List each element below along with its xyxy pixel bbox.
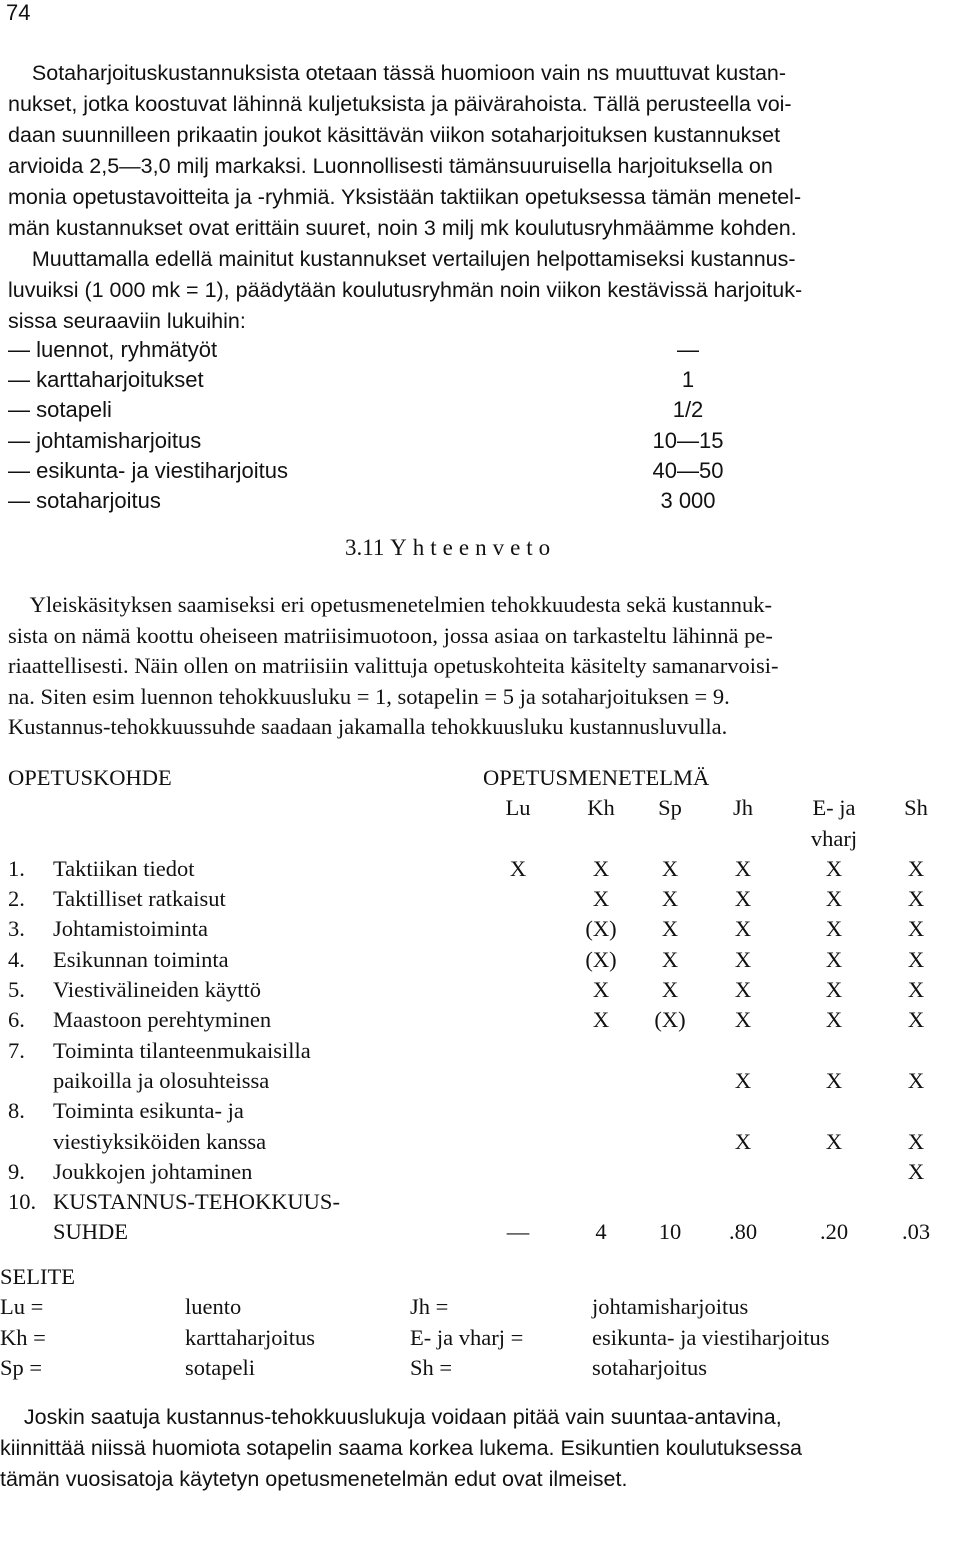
matrix-cell: — xyxy=(506,1219,530,1245)
cost-row xyxy=(8,456,768,486)
column-header: Jh xyxy=(732,795,753,821)
matrix-cell: X xyxy=(592,1007,610,1033)
matrix-cell: X xyxy=(825,1128,843,1154)
text-line: män kustannukset ovat erittäin suuret, noin 3 milj mk koulutusryhmäämme kohden. xyxy=(8,216,797,240)
matrix-cell: X xyxy=(825,916,843,942)
matrix-row xyxy=(8,975,958,1005)
matrix-cell: X xyxy=(592,855,610,881)
cost-label: — karttaharjoitukset xyxy=(8,367,204,393)
heading-left: OPETUSKOHDE xyxy=(8,765,172,790)
matrix-cell: X xyxy=(907,1158,925,1184)
legend-abbr: Lu = xyxy=(0,1294,44,1320)
column-header: vharj xyxy=(810,825,858,851)
matrix-cell: X xyxy=(592,886,610,912)
legend-abbr: Jh = xyxy=(410,1294,449,1320)
row-number: 7. xyxy=(8,1037,25,1063)
text-line: Muuttamalla edellä mainitut kustannukset vertailujen helpottamiseksi kustannus- xyxy=(8,247,796,271)
row-label: Johtamistoiminta xyxy=(53,916,208,942)
cost-label: — esikunta- ja viestiharjoitus xyxy=(8,457,289,483)
matrix-cell: X xyxy=(907,946,925,972)
row-label: Joukkojen johtaminen xyxy=(53,1158,253,1184)
legend-title-row xyxy=(0,1262,960,1292)
text-line: Joskin saatuja kustannus-tehokkuuslukuja voidaan pitää vain suuntaa-antavina, xyxy=(0,1405,782,1429)
text-line: sissa seuraaviin lukuihin: xyxy=(8,309,246,333)
matrix-row xyxy=(8,1187,958,1217)
matrix-cell: X xyxy=(907,977,925,1003)
legend-row xyxy=(0,1292,960,1322)
row-number: 9. xyxy=(8,1158,25,1184)
text-line: luvuiksi (1 000 mk = 1), päädytään koulutusryhmän noin viikon kestävissä harjoituk- xyxy=(8,278,803,302)
matrix-row xyxy=(8,854,958,884)
legend-abbr: E- ja vharj = xyxy=(410,1324,524,1350)
row-number: 10. xyxy=(8,1189,37,1215)
legend-def: karttaharjoitus xyxy=(185,1324,315,1350)
legend-title: SELITE xyxy=(0,1264,75,1289)
cost-value: 10—15 xyxy=(652,427,724,453)
method-matrix xyxy=(8,763,958,1248)
matrix-cell: X xyxy=(825,1067,843,1093)
row-label: Toiminta esikunta- ja xyxy=(53,1098,244,1124)
matrix-row xyxy=(8,1127,958,1157)
legend-def: sotaharjoitus xyxy=(592,1354,707,1380)
page-number: 74 xyxy=(6,0,31,25)
matrix-cell: X xyxy=(661,886,679,912)
column-header: Sp xyxy=(658,795,682,821)
matrix-cell: X xyxy=(509,855,527,881)
legend-abbr: Sh = xyxy=(410,1354,453,1380)
row-label: Taktiikan tiedot xyxy=(53,855,195,881)
legend-def: luento xyxy=(185,1294,242,1320)
row-label: SUHDE xyxy=(53,1219,129,1245)
row-label: viestiyksiköiden kanssa xyxy=(53,1128,267,1154)
text-line: Kustannus-tehokkuussuhde saadaan jakamalla tehokkuusluku kustannusluvulla. xyxy=(8,714,728,739)
text-line: Yleiskäsityksen saamiseksi eri opetusmenetelmien tehokkuudesta sekä kustannuk- xyxy=(8,592,772,617)
cost-value: — xyxy=(677,337,699,362)
matrix-cell: X xyxy=(734,886,752,912)
matrix-cell: X xyxy=(734,1007,752,1033)
cost-label: — sotaharjoitus xyxy=(8,487,161,513)
matrix-row xyxy=(8,1036,958,1066)
cost-label: — luennot, ryhmätyöt xyxy=(8,337,218,362)
matrix-cell: X xyxy=(907,1128,925,1154)
matrix-column-headers-extra xyxy=(8,824,958,854)
row-label: Taktilliset ratkaisut xyxy=(53,886,226,912)
matrix-cell: X xyxy=(734,1067,752,1093)
text-line: arvioida 2,5—3,0 milj markaksi. Luonnollisesti tämänsuuruisella harjoituksella on xyxy=(8,154,773,178)
matrix-row xyxy=(8,1217,958,1247)
cost-row xyxy=(8,335,768,365)
matrix-row xyxy=(8,1005,958,1035)
matrix-cell: X xyxy=(661,977,679,1003)
row-number: 8. xyxy=(8,1098,25,1124)
text-line: daan suunnilleen prikaatin joukot käsittävän viikon sotaharjoituksen kustannukset xyxy=(8,123,781,147)
matrix-row xyxy=(8,1157,958,1187)
cost-value: 40—50 xyxy=(652,457,724,483)
legend-def: esikunta- ja viestiharjoitus xyxy=(592,1324,830,1350)
text-line: sista on nämä koottu oheiseen matriisimuotoon, jossa asiaa on tarkasteltu lähinnä pe- xyxy=(8,622,773,648)
matrix-cell: X xyxy=(734,977,752,1003)
matrix-cell: X xyxy=(907,1007,925,1033)
cost-row xyxy=(8,486,768,516)
matrix-cell: X xyxy=(661,916,679,942)
legend-abbr: Sp = xyxy=(0,1354,43,1380)
section-heading xyxy=(345,535,556,561)
matrix-cell: X xyxy=(825,1007,843,1033)
matrix-cell: X xyxy=(907,886,925,912)
section-number: 3.11 xyxy=(345,535,385,560)
row-number: 5. xyxy=(8,977,25,1003)
matrix-cell: X xyxy=(661,946,679,972)
matrix-cell: X xyxy=(734,916,752,942)
matrix-cell: X xyxy=(907,855,925,881)
matrix-column-headers xyxy=(8,793,958,823)
row-label: Viestivälineiden käyttö xyxy=(53,977,261,1003)
matrix-cell: X xyxy=(734,1128,752,1154)
cost-row xyxy=(8,365,768,395)
row-number: 2. xyxy=(8,886,25,912)
legend-def: johtamisharjoitus xyxy=(592,1294,749,1320)
row-number: 6. xyxy=(8,1007,25,1033)
matrix-cell: .20 xyxy=(819,1219,849,1245)
matrix-cell: X xyxy=(907,916,925,942)
matrix-heading-row xyxy=(8,763,958,793)
matrix-cell: 4 xyxy=(595,1219,607,1245)
closing-paragraph xyxy=(0,1402,956,1495)
section-title: Yhteenveto xyxy=(390,535,557,560)
row-number: 1. xyxy=(8,855,25,881)
cost-row xyxy=(8,426,768,456)
matrix-row xyxy=(8,914,958,944)
matrix-row xyxy=(8,945,958,975)
column-header: Kh xyxy=(587,795,615,821)
matrix-cell: (X) xyxy=(654,1007,686,1033)
matrix-cell: X xyxy=(825,886,843,912)
matrix-cell: X xyxy=(734,855,752,881)
matrix-cell: .80 xyxy=(728,1219,758,1245)
row-label: KUSTANNUS-TEHOKKUUS- xyxy=(53,1189,340,1215)
matrix-cell: X xyxy=(825,946,843,972)
matrix-rows xyxy=(8,854,958,1248)
matrix-cell: X xyxy=(825,855,843,881)
matrix-row xyxy=(8,1066,958,1096)
matrix-cell: X xyxy=(592,977,610,1003)
text-line: kiinnittää niissä huomiota sotapelin saama korkea lukema. Esikuntien koulutuksessa xyxy=(0,1436,802,1460)
text-line: monia opetustavoitteita ja -ryhmiä. Yksistään taktiikan opetuksessa tämän menetel- xyxy=(8,185,802,209)
matrix-row xyxy=(8,1096,958,1126)
cost-value: 1 xyxy=(681,367,695,393)
cost-label: — johtamisharjoitus xyxy=(8,427,202,453)
cost-row xyxy=(8,395,768,425)
cost-value: 3 000 xyxy=(660,487,716,513)
matrix-cell: .03 xyxy=(901,1219,931,1245)
matrix-cell: 10 xyxy=(658,1219,682,1245)
heading-right: OPETUSMENETELMÄ xyxy=(483,765,710,790)
column-header: Sh xyxy=(904,795,928,821)
legend-row xyxy=(0,1353,960,1383)
text-line: na. Siten esim luennon tehokkuusluku = 1, sotapelin = 5 ja sotaharjoituksen = 9. xyxy=(8,683,730,709)
summary-paragraph xyxy=(8,590,954,743)
row-label: Toiminta tilanteenmukaisilla xyxy=(53,1037,311,1063)
legend-def: sotapeli xyxy=(185,1354,255,1380)
matrix-cell: X xyxy=(825,977,843,1003)
matrix-cell: X xyxy=(734,946,752,972)
cost-list xyxy=(8,335,768,516)
matrix-cell: (X) xyxy=(585,916,617,942)
cost-value: 1/2 xyxy=(672,397,704,423)
row-number: 4. xyxy=(8,946,25,972)
column-header: E- ja xyxy=(812,795,856,821)
row-number: 3. xyxy=(8,916,25,942)
text-line: nukset, jotka koostuvat lähinnä kuljetuksista ja päivärahoista. Tällä perusteella voi- xyxy=(8,92,792,116)
text-line: riaattellisesti. Näin ollen on matriisiin valittuja opetuskohteita käsitelty samanarvoisi- xyxy=(8,653,779,678)
intro-paragraph xyxy=(8,58,954,337)
legend-abbr: Kh = xyxy=(0,1324,46,1350)
matrix-cell: X xyxy=(661,855,679,881)
column-header: Lu xyxy=(505,795,531,821)
cost-label: — sotapeli xyxy=(8,397,112,423)
row-label: Maastoon perehtyminen xyxy=(53,1007,272,1033)
text-line: tämän vuosisatoja käytetyn opetusmenetelmän edut ovat ilmeiset. xyxy=(0,1467,628,1491)
matrix-cell: X xyxy=(907,1067,925,1093)
matrix-row xyxy=(8,884,958,914)
matrix-cell: (X) xyxy=(585,946,617,972)
legend xyxy=(0,1262,960,1383)
row-label: paikoilla ja olosuhteissa xyxy=(53,1067,270,1093)
row-label: Esikunnan toiminta xyxy=(53,946,229,972)
text-line: Sotaharjoituskustannuksista otetaan tässä huomioon vain ns muuttuvat kustan- xyxy=(8,61,787,85)
legend-row xyxy=(0,1323,960,1353)
